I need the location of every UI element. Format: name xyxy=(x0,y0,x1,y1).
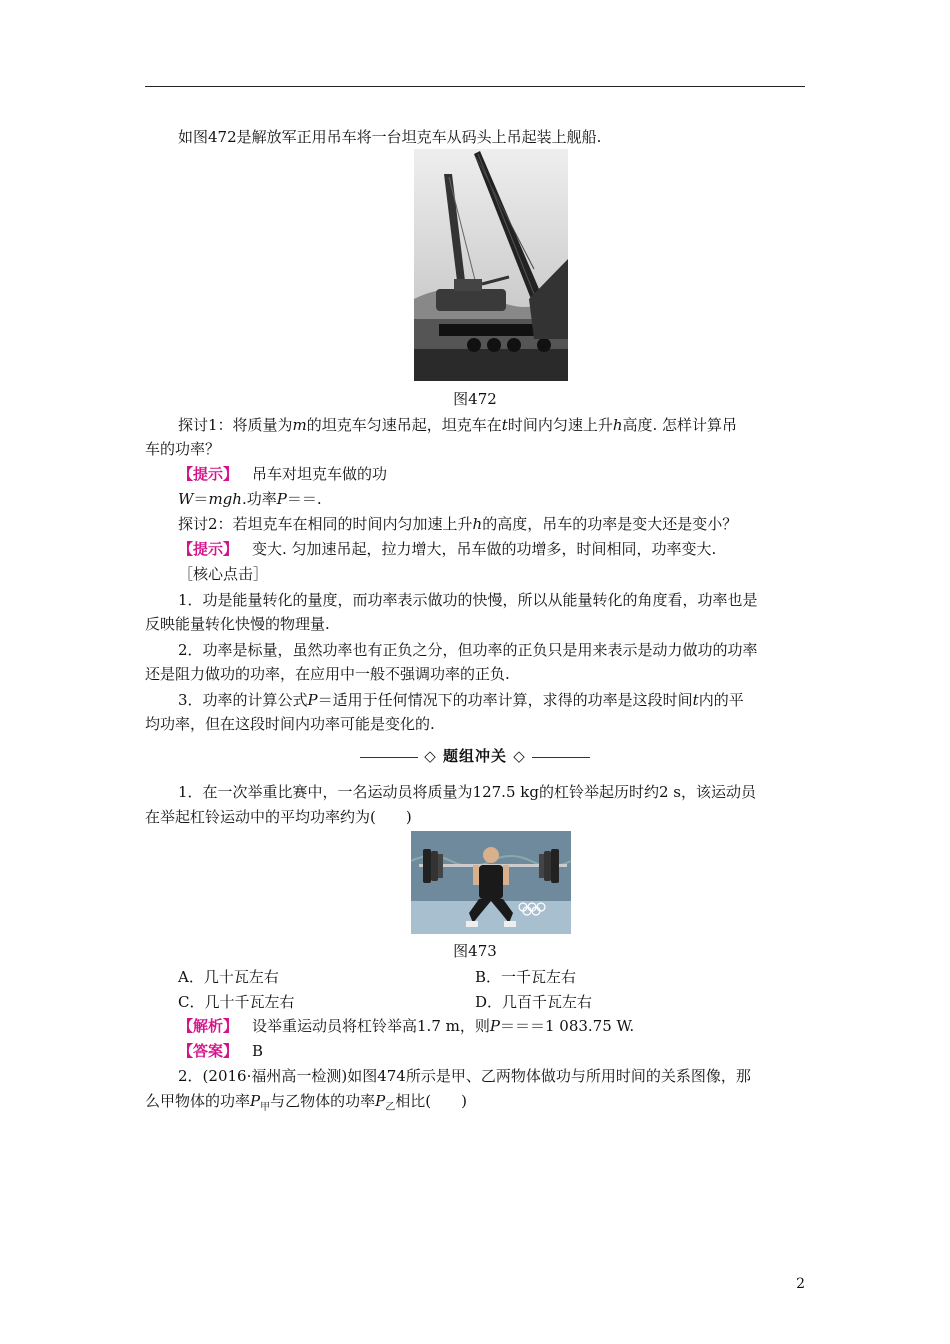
hint-label: 【提示】 xyxy=(178,465,239,483)
point-2-line-2: 还是阻力做功的功率，在应用中一般不强调功率的正负. xyxy=(145,665,510,683)
exercise-1-line-2: 在举起杠铃运动中的平均功率约为( ) xyxy=(145,808,412,826)
point-1-line-1: 1．功是能量转化的量度，而功率表示做功的快慢，所以从能量转化的角度看，功率也是 xyxy=(178,591,758,609)
question-1-line-2: 车的功率？ xyxy=(145,440,221,458)
figure-caption-473: 图473 xyxy=(453,942,497,960)
page-number: 2 xyxy=(796,1276,805,1292)
point-2-line-1: 2．功率是标量，虽然功率也有正负之分，但功率的正负只是用来表示是动力做功的功率 xyxy=(178,641,758,659)
analysis-label: 【解析】 xyxy=(178,1017,239,1035)
answer: 【答案】 B xyxy=(178,1042,264,1060)
question-2: 探讨2：若坦克车在相同的时间内匀加速上升h的高度，吊车的功率是变大还是变小？ xyxy=(178,515,738,533)
option-b: B．一千瓦左右 xyxy=(475,968,577,986)
option-a: A．几十瓦左右 xyxy=(178,968,279,986)
point-3-line-1: 3．功率的计算公式P＝适用于任何情况下的功率计算，求得的功率是这段时间t内的平 xyxy=(178,691,744,709)
divider-right xyxy=(532,757,590,758)
exercise-2-line-1: 2．(2016·福州高一检测)如图474所示是甲、乙两物体做功与所用时间的关系图像，那 xyxy=(178,1067,751,1085)
exercise-2-line-2: 么甲物体的功率$P_甲$与乙物体的功率$P_乙$相比( ) xyxy=(145,1092,467,1113)
option-d: D．几百千瓦左右 xyxy=(475,993,593,1011)
answer-label: 【答案】 xyxy=(178,1042,239,1060)
header-rule xyxy=(145,86,805,87)
core-title: ［核心点击］ xyxy=(178,565,269,583)
question-1-line-1: 探讨1：将质量为m的坦克车匀速吊起，坦克车在t时间内匀速上升h高度. 怎样计算吊 xyxy=(178,416,738,434)
hint-label: 【提示】 xyxy=(178,540,239,558)
crane-tank-photo xyxy=(414,149,568,381)
divider-left xyxy=(360,757,418,758)
hint-1: 【提示】 吊车对坦克车做的功 xyxy=(178,465,388,483)
figure-caption-472: 图472 xyxy=(453,390,497,408)
exercise-1-line-1: 1．在一次举重比赛中，一名运动员将质量为127.5 kg的杠铃举起历时约2 s，该运动员 xyxy=(178,783,756,801)
intro-text: 如图472是解放军正用吊车将一台坦克车从码头上吊起装上舰船. xyxy=(178,128,602,146)
hint-1-formula: W＝mgh.功率P＝＝. xyxy=(178,490,322,508)
point-3-line-2: 均功率，但在这段时间内功率可能是变化的. xyxy=(145,715,435,733)
hint-2: 【提示】 变大. 匀加速吊起，拉力增大，吊车做的功增多，时间相同，功率变大. xyxy=(178,540,717,558)
section-heading: ◇ 题组冲关 ◇ xyxy=(0,745,950,766)
option-c: C．几十千瓦左右 xyxy=(178,993,295,1011)
analysis: 【解析】 设举重运动员将杠铃举高1.7 m，则P＝＝＝1 083.75 W. xyxy=(178,1017,635,1035)
point-1-line-2: 反映能量转化快慢的物理量. xyxy=(145,615,330,633)
weightlifter-photo xyxy=(411,831,571,934)
